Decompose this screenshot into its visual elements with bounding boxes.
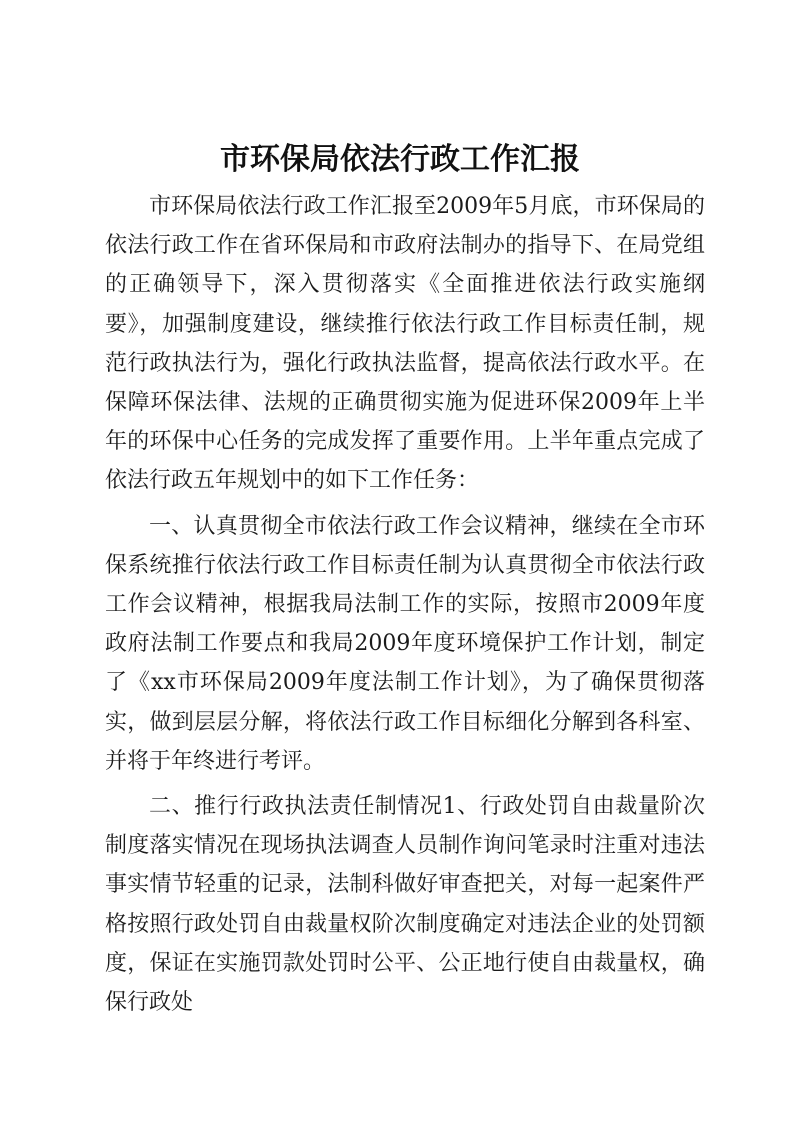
document-title: 市环保局依法行政工作汇报	[220, 142, 580, 177]
paragraph-section-two: 二、推行行政执法责任制情况1、行政处罚自由裁量阶次制度落实情况在现场执法调查人员制作询问笔录时注重对违法事实情节轻重的记录，法制科做好审查把关，对每一起案件严格按照行政处罚自由裁量权阶次制度确定对违法企业的处罚额度，保证在实施罚款处罚时公平、公正地行使自由裁量权，确保行政处	[105, 794, 705, 1016]
paragraph-intro: 市环保局依法行政工作汇报至2009年5月底，市环保局的依法行政工作在省环保局和市政府法制办的指导下、在局党组的正确领导下，深入贯彻落实《全面推进依法行政实施纲要》，加强制度建设，继续推行依法行政工作目标责任制，规范行政执法行为，强化行政执法监督，提高依法行政水平。在保障环保法律、法规的正确贯彻实施为促进环保2009年上半年的环保中心任务的完成发挥了重要作用。上半年重点完成了依法行政五年规划中的如下工作任务：	[105, 194, 705, 494]
document-body	[105, 187, 705, 1022]
paragraph-section-one: 一、认真贯彻全市依法行政工作会议精神，继续在全市环保系统推行依法行政工作目标责任制为认真贯彻全市依法行政工作会议精神，根据我局法制工作的实际，按照市2009年度政府法制工作要点和我局2009年度环境保护工作计划，制定了《xx市环保局2009年度法制工作计划》，为了确保贯彻落实，做到层层分解，将依法行政工作目标细化分解到各科室、并将于年终进行考评。	[105, 513, 705, 774]
